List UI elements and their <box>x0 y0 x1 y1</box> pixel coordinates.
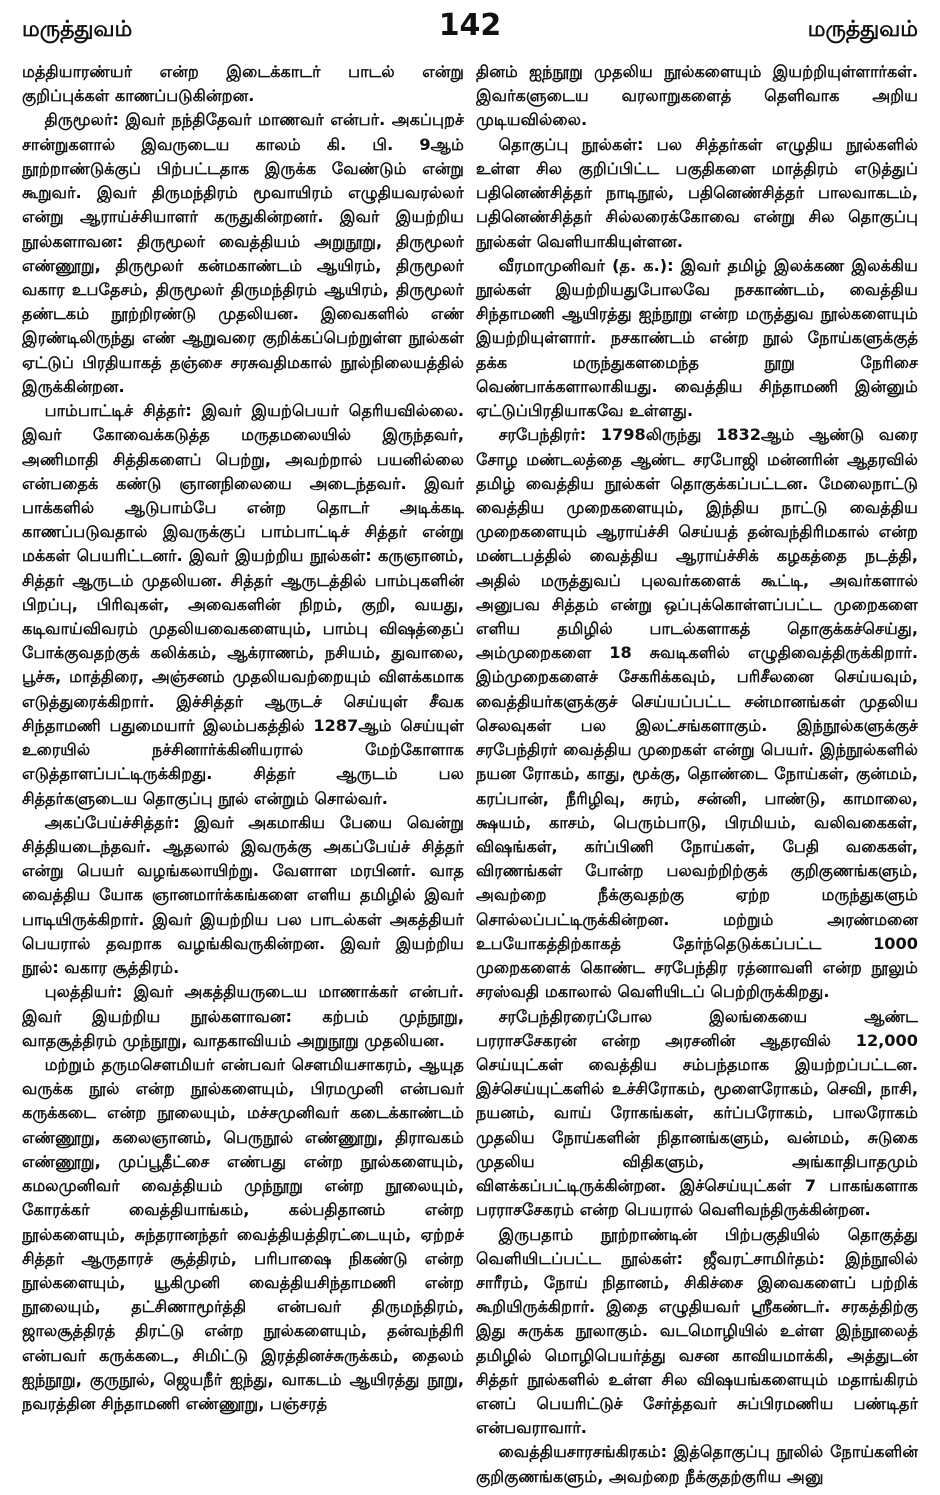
entry-vaidhya-sara-sangraham: வைத்தியசாரசங்கிரகம்: இத்தொகுப்பு நூலில் நோய்களின் குறிகுணங்களும், அவற்றை நீக்குதற்குரிய அனு <box>476 1442 918 1486</box>
running-title-right: மருத்துவம் <box>807 17 918 42</box>
paragraph-pararasasekaram: சரபேந்திரரைப்போல இலங்கையை ஆண்ட பரராசசேகரன் என்ற அரசனின் ஆதரவில் 12,000 செய்யுட்கள் வைத்திய சம்பந்தமாக இயற்றப்பட்டன. இச்செய்யுட்களில் உச்சிரோகம், மூளைரோகம், செவி, நாசி, நயனம், வாய் ரோகங்கள், கர்ப்பரோகம், பாலரோகம் முதலிய நோய்களின் நிதானங்களும், வன்மம், சுடுகை முதலிய விதிகளும், அங்காதிபாதமும் விளக்கப்பட்டிருக்கின்றன. இச்செய்யுட்கள் 7 பாகங்களாக பரராசசேகரம் என்ற பெயரால் வெளிவந்திருக்கின்றன. <box>476 1006 918 1220</box>
left-column <box>22 60 464 1488</box>
paragraph-continuation-left: மத்தியாரண்யர் என்ற இடைக்காடர் பாடல் என்று குறிப்புக்கள் காணப்படுகின்றன. <box>22 62 464 106</box>
page-header <box>22 6 918 52</box>
running-title-left: மருத்துவம் <box>22 17 133 42</box>
right-column <box>476 60 918 1488</box>
entry-compilation-works: தொகுப்பு நூல்கள்: பல சித்தர்கள் எழுதிய நூல்களில் உள்ள சில குறிப்பிட்ட பகுதிகளை மாத்திரம் எடுத்துப் பதினெண்சித்தர் நாடிநூல், பதினெண்சித்தர் பாலவாகடம், பதினெண்சித்தர் சில்லரைக்கோவை என்று சில தொகுப்பு நூல்கள் வெளியாகியுள்ளன. <box>476 134 918 251</box>
paragraph-other-siddhar-works: மற்றும் தருமசௌமியர் என்பவர் சௌமியசாகரம், ஆயுத வருக்க நூல் என்ற நூல்களையும், பிரமமுனி என்பவர் கருக்கடை என்ற நூலையும், மச்சமுனிவர் கடைக்காண்டம் எண்ணூறு, கலைஞானம், பெருநூல் எண்ணூறு, திராவகம் எண்ணூறு, முப்பூதீட்சை எண்பது என்ற நூல்களையும், கமலமுனிவர் வைத்தியம் முந்நூறு என்ற நூலையும், கோரக்கர் வைத்தியாங்கம், கல்பதிதானம் என்ற நூல்களையும், சுந்தரானந்தர் வைத்தியத்திரட்டையும், ஏற்றச் சித்தர் ஆருதாரச் சூத்திரம், பரிபாஷை நிகண்டு என்ற நூல்களையும், யூகிமுனி வைத்தியசிந்தாமணி என்ற நூலையும், தட்சிணாமூர்த்தி என்பவர் திருமந்திரம், ஜாலசூத்திரத் திரட்டு என்ற நூல்களையும், தன்வந்திரி என்பவர் கருக்கடை, சிமிட்டு இரத்தினச்சுருக்கம், தைலம் ஐந்நூறு, குருநூல், ஜெயநீர் ஐந்து, வாகடம் ஆயிரத்து நூறு, நவரத்தின சிந்தாமணி எண்ணூறு, பஞ்சரத் <box>22 1054 464 1414</box>
entry-sarabendrar: சரபேந்திரர்: 1798லிருந்து 1832ஆம் ஆண்டு வரை சோழ மண்டலத்தை ஆண்ட சரபோஜி மன்னரின் ஆதரவில் தமிழ் வைத்திய நூல்கள் தொகுக்கப்பட்டன. மேலைநாட்டு வைத்திய முறைகளையும், இந்திய நாட்டு வைத்திய முறைகளையும் ஆராய்ச்சி செய்யத் தன்வந்திரிமகால் என்ற மண்டபத்தில் வைத்திய ஆராய்ச்சிக் கழகத்தை நடத்தி, அதில் மருத்துவப் புலவர்களைக் கூட்டி, அவர்களால் அனுபவ சித்தம் என்று ஒப்புக்கொள்ளப்பட்ட முறைகளை எளிய தமிழில் பாடல்களாகத் தொகுக்கச்செய்து, அம்முறைகளை 18 சுவடிகளில் எழுதிவைத்திருக்கிறார். இம்முறைகளைச் சேகரிக்கவும், பரிசீலனை செய்யவும், வைத்தியர்களுக்குச் செய்யப்பட்ட சன்மானங்கள் முதலிய செலவுகள் பல இலட்சங்களாகும். இந்நூல்களுக்குச் சரபேந்திரர் வைத்திய முறைகள் என்று பெயர். இந்நூல்களில் நயன ரோகம், காது, மூக்கு, தொண்டை நோய்கள், குன்மம், கரப்பான், நீரிழிவு, சுரம், சன்னி, பாண்டு, காமாலை, க்ஷயம், காசம், பெரும்பாடு, பிரமியம், வலிவகைகள், விஷங்கள், கர்ப்பிணி நோய்கள், பேதி வகைகள், விரணங்கள் போன்ற பலவற்றிற்குக் குறிகுணங்களும், அவற்றை நீக்குவதற்கு ஏற்ற மருந்துகளும் சொல்லப்பட்டிருக்கின்றன. மற்றும் அரண்மனை உபயோகத்திற்காகத் தேர்ந்தெடுக்கப்பட்ட 1000 முறைகளைக் கொண்ட சரபேந்திர ரத்னாவளி என்ற நூலும் சரஸ்வதி மகாலால் வெளியிடப் பெற்றிருக்கிறது. <box>476 425 918 1002</box>
entry-agappei-siddhar: அகப்பேய்ச்சித்தர்: இவர் அகமாகிய பேயை வென்று சித்தியடைந்தவர். ஆதலால் இவருக்கு அகப்பேய்ச் சித்தர் என்று பெயர் வழங்கலாயிற்று. வேளாள மரபினர். வாத வைத்திய யோக ஞானமார்க்கங்களை எளிய தமிழில் இவர் பாடியிருக்கிறார். இவர் இயற்றிய பல பாடல்கள் அகத்தியர் பெயரால் தவறாக வழங்கிவருகின்றன. இவர் இயற்றிய நூல்: வகார சூத்திரம். <box>22 812 464 978</box>
paragraph-continuation-right: தினம் ஐந்நூறு முதலிய நூல்களையும் இயற்றியுள்ளார்கள். இவர்களுடைய வரலாறுகளைத் தெளிவாக அறிய முடியவில்லை. <box>476 62 918 130</box>
entry-pambatti-siddhar: பாம்பாட்டிச் சித்தர்: இவர் இயற்பெயர் தெரியவில்லை. இவர் கோவைக்கடுத்த மருதமலையில் இருந்தவர், அணிமாதி சித்திகளைப் பெற்று, அவற்றால் பயனில்லை என்பதைக் கண்டு ஞானநிலையை அடைந்தவர். இவர் பாக்களில் ஆடுபாம்பே என்ற தொடர் அடிக்கடி காணப்படுவதால் இவருக்குப் பாம்பாட்டிச் சித்தர் என்று மக்கள் பெயரிட்டனர். இவர் இயற்றிய நூல்கள்: கருஞானம், சித்தர் ஆருடம் முதலியன. சித்தர் ஆருடத்தில் பாம்புகளின் பிறப்பு, பிரிவுகள், அவைகளின் நிறம், குறி, வயது, கடிவாய்விவரம் முதலியவைகளையும், பாம்பு விஷத்தைப் போக்குவதற்குக் கலிக்கம், ஆக்ராணம், நசியம், துவாலை, பூச்சு, மாத்திரை, அஞ்சனம் முதலியவற்றையும் விளக்கமாக எடுத்துரைக்கிறார். இச்சித்தர் ஆருடச் செய்யுள் சீவக சிந்தாமணி பதுமையார் இலம்பகத்தில் 1287ஆம் செய்யுள் உரையில் நச்சினார்க்கினியரால் மேற்கோளாக எடுத்தாளப்பட்டிருக்கிறது. சித்தர் ஆருடம் பல சித்தர்களுடைய தொகுப்பு நூல் என்றும் சொல்வர். <box>22 401 464 808</box>
entry-pulathiyar: புலத்தியர்: இவர் அகத்தியருடைய மாணாக்கர் என்பர். இவர் இயற்றிய நூல்களாவன: கற்பம் முந்நூறு, வாதசூத்திரம் முந்நூறு, வாதகாவியம் அறுநூறு முதலியன. <box>22 982 464 1050</box>
entry-veeramamunivar: வீரமாமுனிவர் (த. க.): இவர் தமிழ் இலக்கண இலக்கிய நூல்கள் இயற்றியதுபோலவே நசகாண்டம், வைத்திய சிந்தாமணி ஆயிரத்து ஐந்நூறு என்ற மருத்துவ நூல்களையும் இயற்றியுள்ளார். நசகாண்டம் என்ற நூல் நோய்களுக்குத் தக்க மருந்துகளமைந்த நூறு நேரிசை வெண்பாக்களாலாகியது. வைத்திய சிந்தாமணி இன்னும் ஏட்டுப்பிரதியாகவே உள்ளது. <box>476 255 918 421</box>
entry-thirumoolar: திருமூலர்: இவர் நந்திதேவர் மாணவர் என்பர். அகப்புறச் சான்றுகளால் இவருடைய காலம் கி. பி. 9ஆம் நூற்றாண்டுக்குப் பிற்பட்டதாக இருக்க வேண்டும் என்று கூறுவர். இவர் திருமந்திரம் மூவாயிரம் எழுதியவரல்லர் என்று ஆராய்ச்சியாளர் கருதுகின்றனர். இவர் இயற்றிய நூல்களாவன: திருமூலர் வைத்தியம் அறுநூறு, திருமூலர் எண்ணூறு, திருமூலர் கன்மகாண்டம் ஆயிரம், திருமூலர் வகார உபதேசம், திருமூலர் திருமந்திரம் ஆயிரம், திருமூலர் தண்டகம் நூற்றிரண்டு முதலியன. இவைகளில் எண் இரண்டிலிருந்து எண் ஆறுவரை குறிக்கப்பெற்றுள்ள நூல்கள் ஏட்டுப் பிரதியாகத் தஞ்சை சரசுவதிமகால் நூல்நிலையத்தில் இருக்கின்றன. <box>22 110 464 396</box>
entry-twentieth-century-works: இருபதாம் நூற்றாண்டின் பிற்பகுதியில் தொகுத்து வெளியிடப்பட்ட நூல்கள்: ஜீவரட்சாமிர்தம்: இந்நூலில் சாரீரம், நோய் நிதானம், சிகிச்சை இவைகளைப் பற்றிக் கூறியிருக்கிறார். இதை எழுதியவர் ஸ்ரீகண்டர். சரகத்திற்கு இது சுருக்க நூலாகும். வடமொழியில் உள்ள இந்நூலைத் தமிழில் மொழிபெயர்த்து வசன காவியமாக்கி, அத்துடன் சித்தர் நூல்களில் உள்ள சில விஷயங்களையும் மதாங்கிரம் எனப் பெயரிட்டுச் சேர்த்தவர் சுப்பிரமணிய பண்டிதர் என்பவராவார். <box>476 1224 918 1438</box>
page-number: 142 <box>438 8 502 43</box>
